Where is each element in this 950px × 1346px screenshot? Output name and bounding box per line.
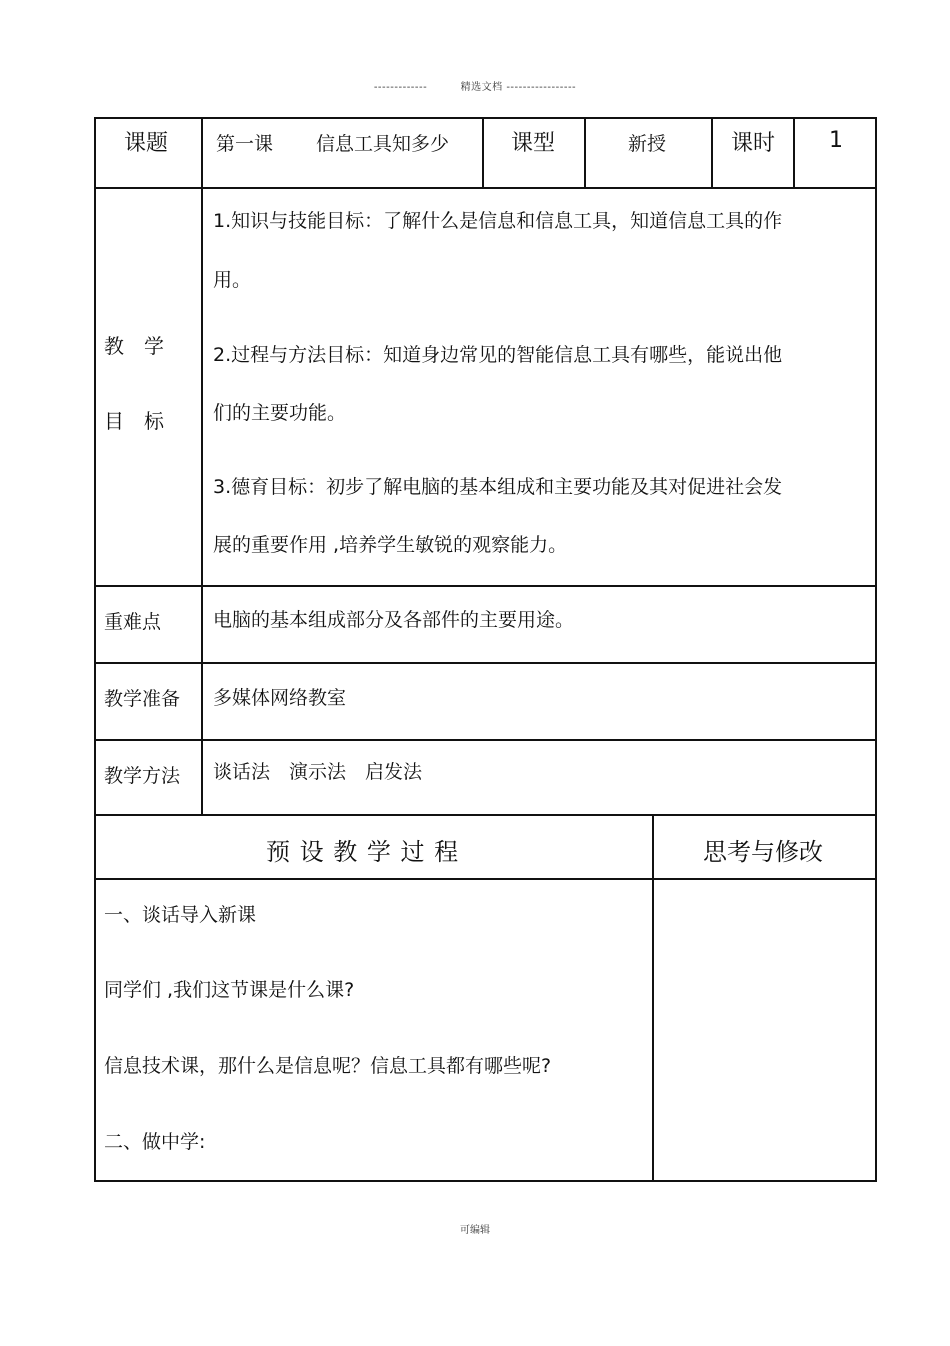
lesson-number: 第一课 [216,133,274,155]
objective-1-line1: 1.知识与技能目标：了解什么是信息和信息工具，知道信息工具的作 [213,210,783,232]
header-left-dashes: ------------- [373,82,428,93]
topic-label: 课题 [124,131,169,156]
objectives-label-line1: 教 学 [104,334,164,358]
row-divider [94,739,877,741]
methods-label: 教学方法 [104,765,181,787]
column-divider [793,117,795,189]
objective-2-line1: 2.过程与方法目标：知道身边常见的智能信息工具有哪些，能说出他 [213,344,783,366]
reflection-heading: 思考与修改 [703,838,823,866]
row-divider [94,878,877,880]
process-heading: 预 设 教 学 过 程 [266,838,460,866]
header-label: 精选文档 [460,82,503,93]
table-border-top [94,117,877,119]
preparation-label: 教学准备 [104,688,181,710]
page-footer: 可编辑 [460,1225,490,1236]
column-divider [584,117,586,189]
row-divider [94,585,877,587]
type-label: 课型 [511,131,556,156]
row-divider [94,662,877,664]
key-points-label: 重难点 [104,611,162,633]
objective-3-line2: 展的重要作用 ,培养学生敏锐的观察能力。 [213,534,568,556]
column-divider [482,117,484,189]
row-divider [94,814,877,816]
column-divider [201,117,203,816]
column-divider [711,117,713,189]
lesson-title: 信息工具知多少 [316,133,450,155]
objective-2-line2: 们的主要功能。 [213,402,347,424]
methods-value: 谈话法 演示法 启发法 [213,761,423,783]
row-divider [94,187,877,189]
preparation-value: 多媒体网络教室 [213,687,347,709]
hours-label: 课时 [731,131,776,156]
process-line-1: 一、谈话导入新课 [104,904,257,926]
objectives-label-line2: 目 标 [104,409,164,433]
header-right-dashes: ----------------- [506,82,577,93]
hours-value: 1 [829,128,843,153]
objective-3-line1: 3.德育目标：初步了解电脑的基本组成和主要功能及其对促进社会发 [213,476,783,498]
key-points-value: 电脑的基本组成部分及各部件的主要用途。 [213,609,575,631]
column-divider [652,814,654,1182]
process-line-3: 信息技术课，那什么是信息呢？信息工具都有哪些呢? [104,1055,552,1077]
page-header [0,78,950,93]
table-border-bottom [94,1180,877,1182]
table-border-left [94,117,96,1182]
process-line-2: 同学们 ,我们这节课是什么课? [104,979,355,1001]
table-border-right [875,117,877,1182]
process-line-4: 二、做中学: [104,1131,206,1153]
objective-1-line2: 用。 [213,269,252,291]
type-value: 新授 [628,133,667,155]
